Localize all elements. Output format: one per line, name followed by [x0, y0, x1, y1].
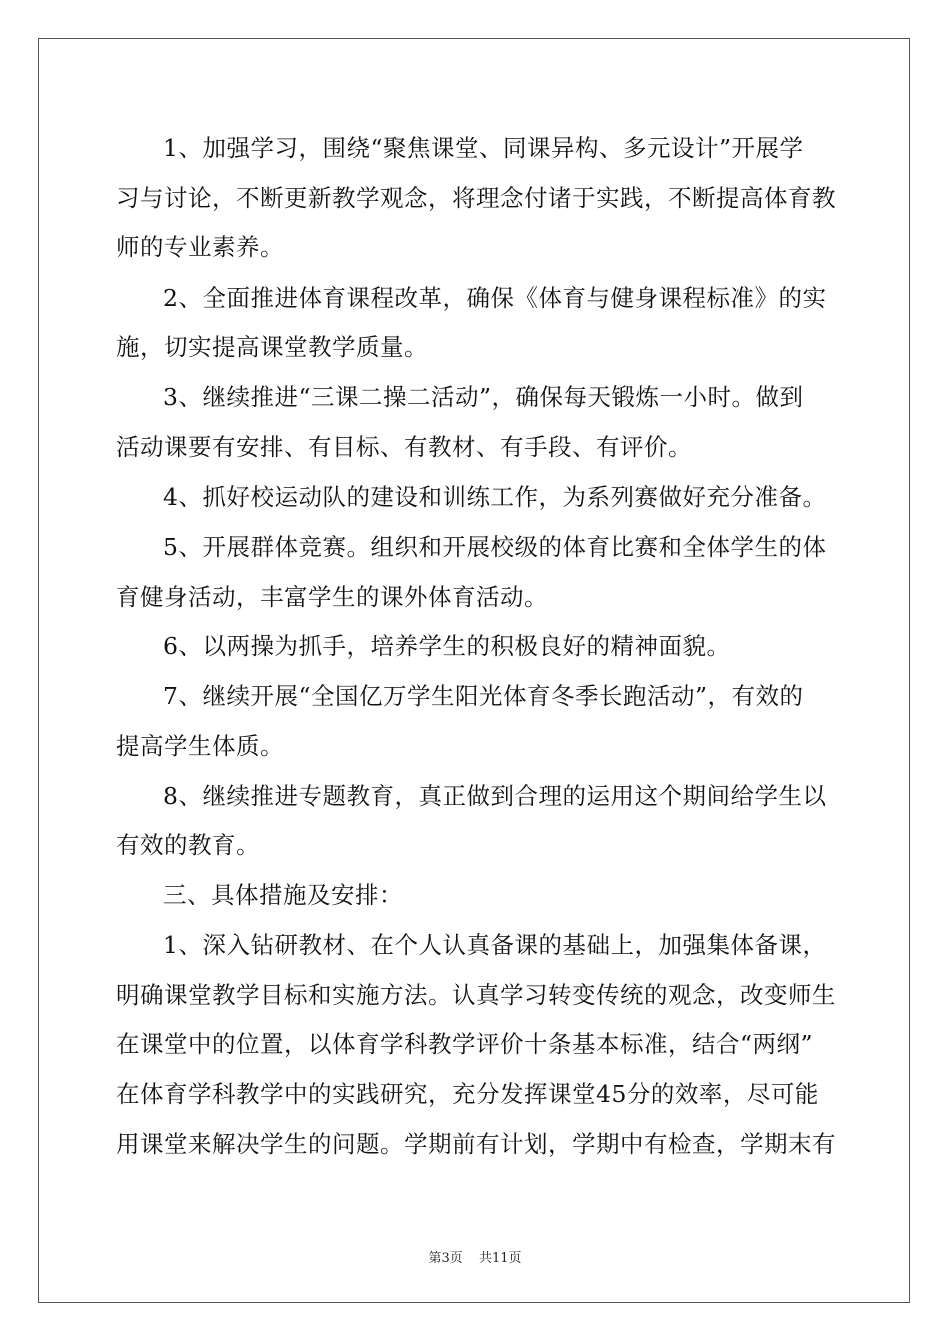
text-line: 有效的教育。 — [116, 831, 260, 859]
page-footer — [0, 1247, 950, 1266]
text-line: 活动课要有安排、有目标、有教材、有手段、有评价。 — [116, 433, 692, 461]
text-line: 6、以两操为抓手，培养学生的积极良好的精神面貌。 — [163, 632, 731, 660]
text-line: 7、继续开展“全国亿万学生阳光体育冬季长跑活动”，有效的 — [163, 682, 804, 710]
text-line: 明确课堂教学目标和实施方法。认真学习转变传统的观念，改变师生 — [116, 981, 836, 1009]
text-line: 提高学生体质。 — [116, 732, 284, 760]
text-line: 在课堂中的位置，以体育学科教学评价十条基本标准，结合“两纲” — [116, 1030, 814, 1058]
page-total: 共11页 — [478, 1251, 522, 1266]
text-line: 8、继续推进专题教育，真正做到合理的运用这个期间给学生以 — [163, 782, 827, 810]
text-line: 5、开展群体竞赛。组织和开展校级的体育比赛和全体学生的体 — [163, 533, 827, 561]
section-heading: 三、具体措施及安排： — [163, 881, 403, 909]
text-line: 习与讨论，不断更新教学观念，将理念付诸于实践，不断提高体育教 — [116, 184, 836, 212]
page-border — [38, 38, 910, 1303]
text-line: 在体育学科教学中的实践研究，充分发挥课堂45分的效率，尽可能 — [116, 1080, 819, 1108]
text-line: 育健身活动，丰富学生的课外体育活动。 — [116, 583, 548, 611]
text-line: 3、继续推进“三课二操二活动”，确保每天锻炼一小时。做到 — [163, 383, 804, 411]
page-number: 第3页 — [428, 1251, 463, 1266]
text-line: 师的专业素养。 — [116, 233, 284, 261]
text-line: 1、加强学习，围绕“聚焦课堂、同课异构、多元设计”开展学 — [163, 134, 804, 162]
text-line: 用课堂来解决学生的问题。学期前有计划，学期中有检查，学期末有 — [116, 1130, 836, 1158]
text-line: 1、深入钻研教材、在个人认真备课的基础上，加强集体备课， — [163, 931, 827, 959]
text-line: 2、全面推进体育课程改革，确保《体育与健身课程标准》的实 — [163, 284, 827, 312]
text-line: 4、抓好校运动队的建设和训练工作，为系列赛做好充分准备。 — [163, 483, 827, 511]
text-line: 施，切实提高课堂教学质量。 — [116, 333, 428, 361]
